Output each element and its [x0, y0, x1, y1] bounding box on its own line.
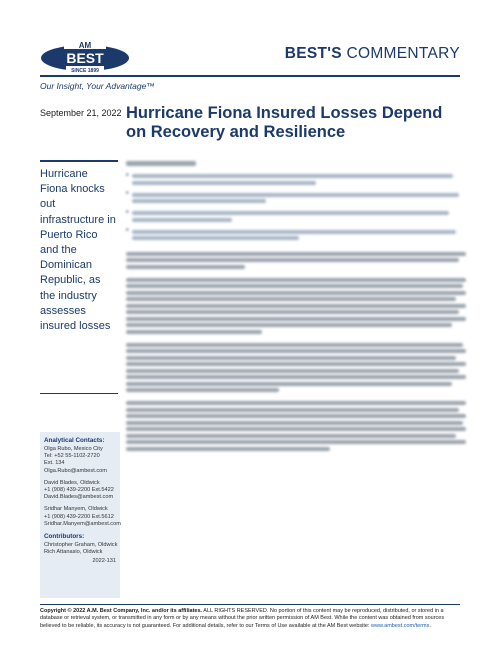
- footer-end: .: [429, 622, 431, 629]
- article-body-blurred: • • • •: [126, 158, 466, 590]
- contact-email[interactable]: Olga.Rubo@ambest.com: [44, 467, 107, 474]
- footer-copyright: [40, 608, 460, 630]
- rights-text: ALL RIGHTS RESERVED. No portion of this content may be reproduced, distributed, or stored in a database or retrieval system, or transmitted in any form or by any means without the prior written permission of AM Best. While the content was obtained from sources believed to be reliable, its accuracy is not guaranteed. For additional details, refer to our Terms of Use available at the AM Best website:: [40, 608, 445, 629]
- terms-link[interactable]: www.ambest.com/terms: [371, 622, 430, 629]
- pull-quote-rule-top: [40, 160, 118, 162]
- pull-quote-rule-bottom: [40, 393, 118, 394]
- contacts-heading: Analytical Contacts:: [44, 437, 105, 444]
- contact-email[interactable]: Sridhar.Manyem@ambest.com: [44, 520, 121, 527]
- copyright-notice: Copyright © 2022 A.M. Best Company, Inc. and/or its affiliates.: [40, 608, 203, 614]
- contact-email[interactable]: David.Blades@ambest.com: [44, 494, 114, 501]
- tagline: Our Insight, Your Advantage™: [40, 81, 155, 91]
- contact-phone: Tel: +52 55-1102-2720: [44, 453, 100, 460]
- contact-phone: +1 (908) 439-2200 Ext.5612: [44, 513, 114, 520]
- am-best-logo: [40, 38, 130, 76]
- contact-phone: +1 (908) 439-2200 Ext.5422: [44, 487, 114, 494]
- footer-rule: [40, 604, 460, 605]
- pull-quote: Hurricane Fiona knocks out infrastructure in Puerto Rico and the Dominican Republic, as the industry assesses insured losses: [40, 168, 116, 333]
- publication-date: September 21, 2022: [40, 108, 122, 118]
- contributor-name: Rich Attanasio, Oldwick: [44, 549, 103, 556]
- contributors-heading: Contributors:: [44, 533, 85, 541]
- logo-bottom-text: SINCE 1899: [71, 68, 99, 74]
- analytical-contacts-box: [40, 432, 120, 598]
- series-title: [285, 45, 460, 63]
- series-title-bold: BEST'S: [284, 45, 342, 62]
- header-rule: [40, 75, 460, 77]
- document-number: 2022-131: [92, 558, 116, 565]
- logo-top-text: AM: [78, 41, 92, 50]
- series-title-light: COMMENTARY: [346, 45, 460, 62]
- contact-ext: Ext. 134: [44, 460, 65, 467]
- contact-name: David Blades, Oldwick: [44, 479, 100, 486]
- logo-main-text: BEST: [66, 50, 104, 66]
- contact-name: Olga Rubo, Mexico City: [44, 446, 103, 452]
- contributor-name: Christopher Graham, Oldwick: [44, 542, 118, 549]
- summary-heading-placeholder: [126, 161, 196, 166]
- contact-name: Sridhar Manyem, Oldwick: [44, 506, 108, 513]
- headline: Hurricane Fiona Insured Losses Depend on Recovery and Resilience: [126, 104, 443, 141]
